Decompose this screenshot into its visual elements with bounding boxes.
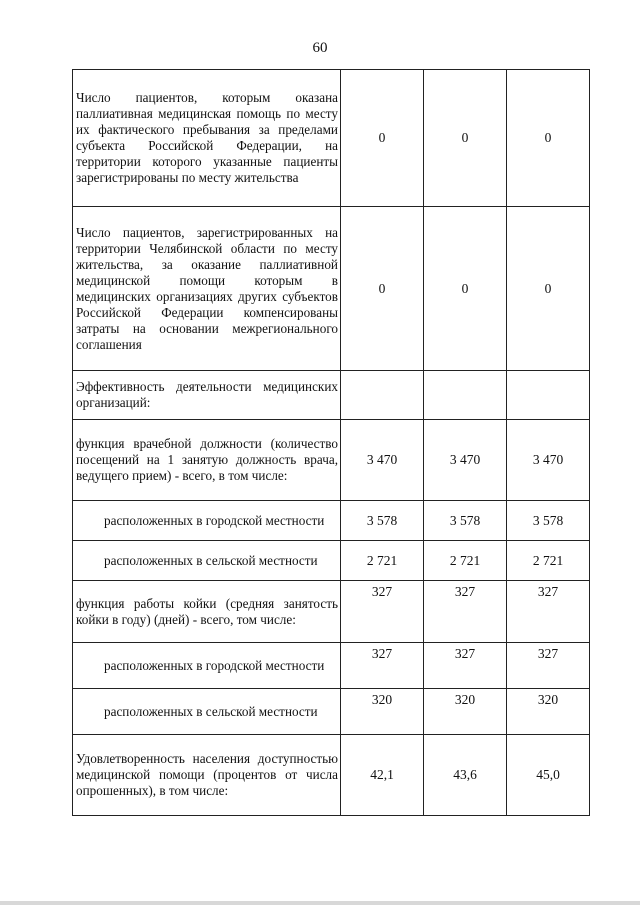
value-cell: 3 470 (341, 420, 424, 501)
value-cell: 327 (424, 581, 507, 643)
page-number: 60 (312, 40, 328, 56)
table-row (73, 501, 590, 541)
value-cell: 0 (341, 207, 424, 371)
scan-edge-mark (0, 901, 640, 905)
row-label: расположенных в городской местности (73, 501, 341, 541)
value-cell: 43,6 (424, 735, 507, 816)
value-cell (507, 371, 590, 420)
value-cell: 327 (507, 581, 590, 643)
table-row (73, 371, 590, 420)
value-cell: 0 (341, 70, 424, 207)
value-cell: 3 578 (341, 501, 424, 541)
value-cell: 327 (507, 643, 590, 689)
value-cell: 0 (424, 70, 507, 207)
table-row (73, 735, 590, 816)
row-label: Число пациентов, которым оказана паллиативная медицинская помощь по месту их фактического пребывания за пределами субъекта Российской Федерации, на территории которого указанные пациенты зарегистрированы по месту жительства (73, 70, 341, 207)
value-cell: 2 721 (341, 541, 424, 581)
table-row (73, 420, 590, 501)
row-label: расположенных в городской местности (73, 643, 341, 689)
row-label: функция работы койки (средняя занятость койки в году) (дней) - всего, том числе: (73, 581, 341, 643)
table-row (73, 70, 590, 207)
value-cell: 3 578 (424, 501, 507, 541)
row-label: расположенных в сельской местности (73, 689, 341, 735)
value-cell: 327 (341, 643, 424, 689)
value-cell: 2 721 (507, 541, 590, 581)
value-cell: 0 (424, 207, 507, 371)
value-cell (341, 371, 424, 420)
value-cell: 320 (507, 689, 590, 735)
value-cell: 42,1 (341, 735, 424, 816)
value-cell: 3 470 (507, 420, 590, 501)
table-row (73, 541, 590, 581)
value-cell: 320 (341, 689, 424, 735)
value-cell: 45,0 (507, 735, 590, 816)
value-cell: 3 578 (507, 501, 590, 541)
value-cell: 0 (507, 70, 590, 207)
table-row (73, 581, 590, 643)
row-label: функция врачебной должности (количество посещений на 1 занятую должность врача, ведущего прием) - всего, в том числе: (73, 420, 341, 501)
value-cell: 3 470 (424, 420, 507, 501)
table-row (73, 207, 590, 371)
value-cell (424, 371, 507, 420)
value-cell: 320 (424, 689, 507, 735)
row-label: расположенных в сельской местности (73, 541, 341, 581)
value-cell: 0 (507, 207, 590, 371)
row-label: Удовлетворенность населения доступностью медицинской помощи (процентов от числа опрошенных), в том числе: (73, 735, 341, 816)
table-row (73, 643, 590, 689)
value-cell: 327 (341, 581, 424, 643)
row-label: Эффективность деятельности медицинских организаций: (73, 371, 341, 420)
indicators-table (72, 69, 590, 816)
table-row (73, 689, 590, 735)
row-label: Число пациентов, зарегистрированных на территории Челябинской области по месту жительства, за оказание паллиативной медицинской помощи которым в медицинских организациях других субъектов Российской Федерации компенсированы затраты на основании межрегионального соглашения (73, 207, 341, 371)
value-cell: 2 721 (424, 541, 507, 581)
value-cell: 327 (424, 643, 507, 689)
